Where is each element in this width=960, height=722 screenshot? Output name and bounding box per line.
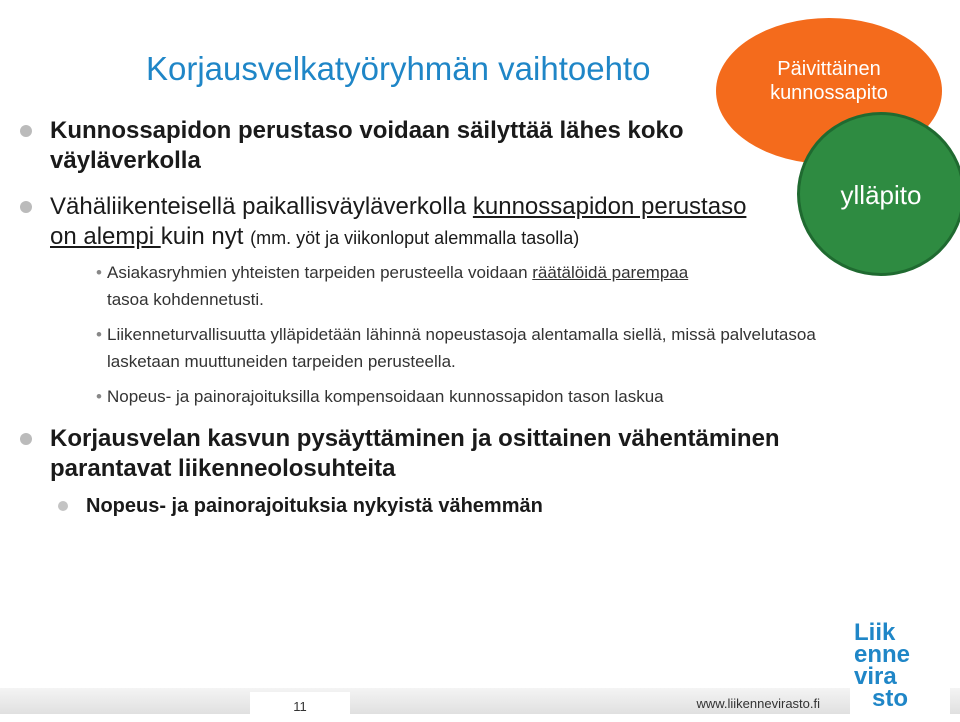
liikennevirasto-logo [850,618,950,714]
bullet-fewer-limits [58,493,543,519]
bullet-dot-icon [20,125,32,137]
website-link[interactable]: www.liikennevirasto.fi [696,696,820,711]
bullet-local-network [20,192,760,253]
daily-maintenance-label-line2: kunnossapito [770,82,888,104]
bullet-repair-debt-line2: parantavat liikenneolosuhteita [50,455,396,482]
local-network-part1: Vähäliikenteisellä paikallisväyläverkolla [50,193,473,220]
subbullet-dot-icon: • [96,387,102,406]
bullet-maintenance-level-line1: Kunnossapidon perustaso voidaan säilyttää lähes koko [50,117,684,144]
daily-maintenance-label-line1: Päivittäinen [777,58,881,80]
daily-maintenance-label [716,57,942,105]
customer-groups-part-b: tasoa kohdennetusti. [107,290,264,309]
bullet-dot-icon [58,501,68,511]
bullet-maintenance-level-line2: väyläverkolla [50,147,201,174]
logo-line3: vira [854,663,897,690]
logo-line2: enne [854,641,911,668]
local-network-part3: kuin nyt [160,223,251,250]
subbullet-dot-icon: • [96,325,102,344]
subbullet-customer-groups-text [107,259,826,313]
logo-line4: sto [872,685,908,712]
subbullet-speed-limits-text: Nopeus- ja painorajoituksilla kompensoidaan kunnossapidon tason laskua [107,387,664,406]
customer-groups-underlined: räätälöidä parempaa [532,263,689,282]
bullet-repair-debt-line1: Korjausvelan kasvun pysäyttäminen ja osittainen vähentäminen [50,425,780,452]
slide-title: Korjausvelkatyöryhmän vaihtoehto [146,50,651,87]
subbullet-dot-icon: • [96,263,102,282]
local-network-underlined: kunnossapidon perustaso on alempi [50,193,747,250]
bullet-dot-icon [20,433,32,445]
upkeep-label: ylläpito [840,180,922,210]
local-network-note: (mm. yöt ja viikonloput alemmalla tasolla) [250,228,580,248]
subbullet-customer-groups [96,259,826,313]
page-number: 11 [250,692,350,714]
customer-groups-part-a: Asiakasryhmien yhteisten tarpeiden perusteella voidaan [107,263,533,282]
bullet-maintenance-level [20,116,780,176]
subbullet-traffic-safety [96,321,826,375]
bullet-local-network-text [50,192,760,253]
bullet-repair-debt [20,424,840,484]
bullet-dot-icon [20,201,32,213]
bullet-fewer-limits-text: Nopeus- ja painorajoituksia nykyistä vähemmän [86,495,543,517]
logo-line1: Liik [854,619,896,646]
subbullet-speed-limits [96,383,826,410]
subbullet-traffic-safety-text: Liikenneturvallisuutta ylläpidetään lähinnä nopeustasoja alentamalla siellä, missä palvelutasoa lasketaan muuttuneiden tarpeiden perusteella. [107,325,816,371]
